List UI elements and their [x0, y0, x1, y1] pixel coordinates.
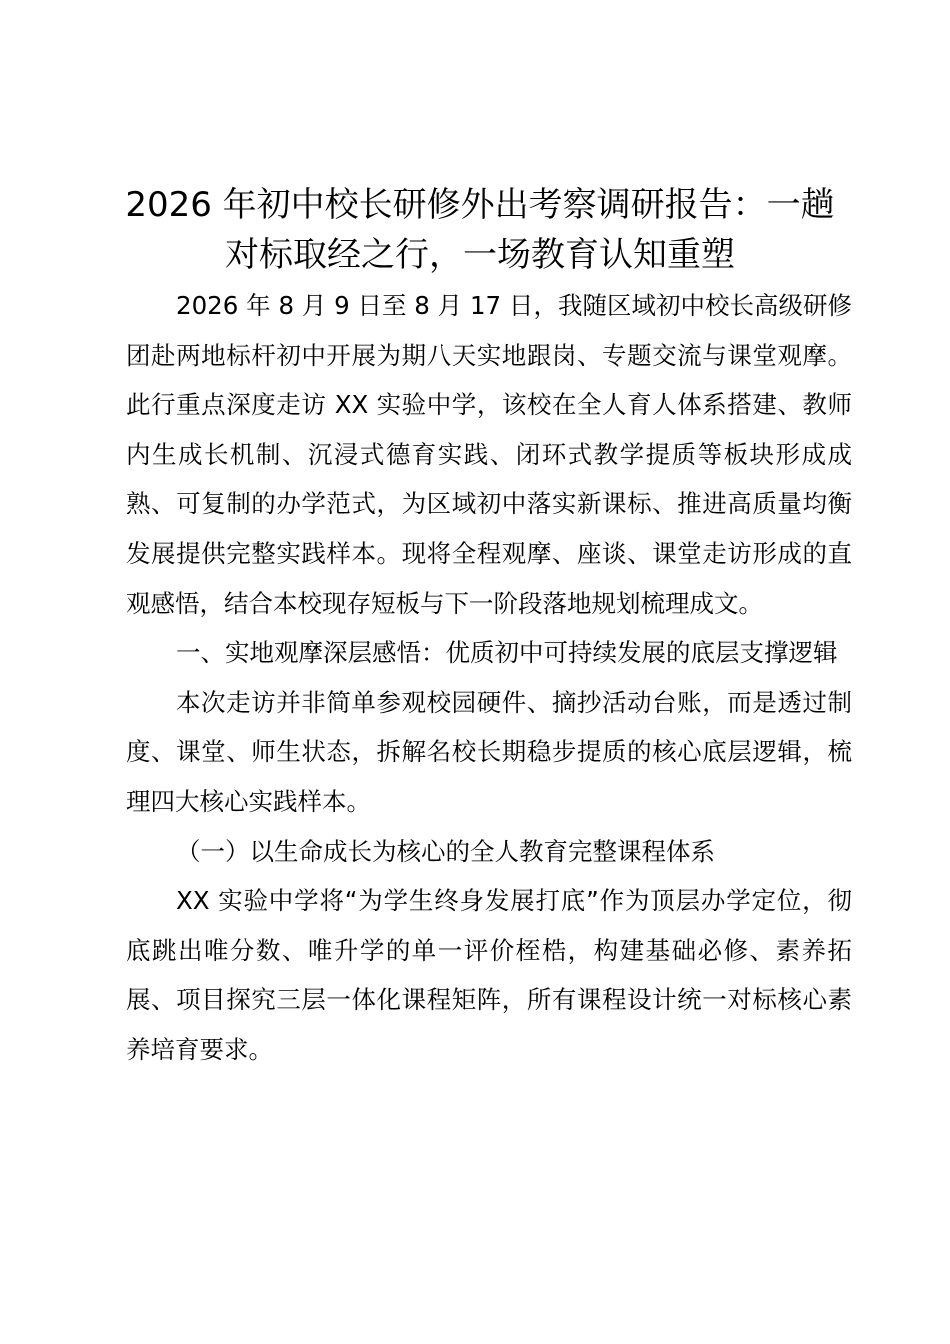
document-body: [126, 281, 852, 1075]
intro-paragraph: 2026 年 8 月 9 日至 8 月 17 日，我随区域初中校长高级研修团赴两地标杆初中开展为期八天实地跟岗、专题交流与课堂观摩。此行重点深度走访 XX 实验中学，该校在全人育人体系搭建、教师内生成长机制、沉浸式德育实践、闭环式教学提质等板块形成成熟、可复制的办学范式，为区域初中落实新课标、推进高质量均衡发展提供完整实践样本。现将全程观摩、座谈、课堂走访形成的直观感悟，结合本校现存短板与下一阶段落地规划梳理成文。: [126, 291, 852, 618]
document-title: 2026 年初中校长研修外出考察调研报告：一趟对标取经之行，一场教育认知重塑: [125, 185, 835, 275]
section-1-paragraph: 本次走访并非简单参观校园硬件、摘抄活动台账，而是透过制度、课堂、师生状态，拆解名校长期稳步提质的核心底层逻辑，梳理四大核心实践样本。: [126, 687, 852, 816]
section-heading-1: 一、实地观摩深层感悟：优质初中可持续发展的底层支撑逻辑: [176, 638, 838, 668]
subsection-1-paragraph: XX 实验中学将“为学生终身发展打底”作为顶层办学定位，彻底跳出唯分数、唯升学的单一评价桎梏，构建基础必修、素养拓展、项目探究三层一体化课程矩阵，所有课程设计统一对标核心素养培育要求。: [126, 886, 852, 1064]
subsection-heading-1: （一）以生命成长为核心的全人教育完整课程体系: [176, 836, 715, 866]
